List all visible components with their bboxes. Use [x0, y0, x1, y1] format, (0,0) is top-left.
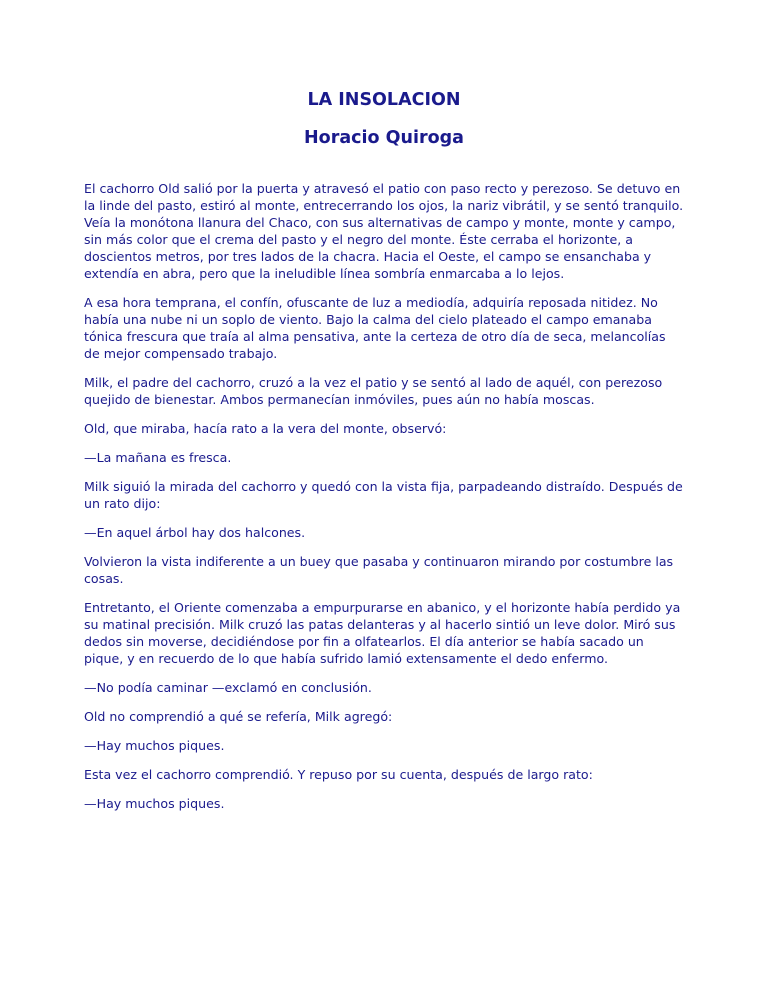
paragraph: El cachorro Old salió por la puerta y atravesó el patio con paso recto y perezoso. Se detuvo en la linde del pasto, estiró al monte, entrecerrando los ojos, la nariz vibrátil, y se sentó tranquilo. Veía la monótona llanura del Chaco, con sus alternativas de campo y monte, monte y campo, sin más color que el crema del pasto y el negro del monte. Éste cerraba el horizonte, a doscientos metros, por tres lados de la chacra. Hacia el Oeste, el campo se ensanchaba y extendía en abra, pero que la ineludible línea sombría enmarcaba a lo lejos. — [84, 181, 684, 281]
paragraph: Old no comprendió a qué se refería, Milk agregó: — [84, 709, 393, 724]
document-page — [84, 88, 684, 824]
dialogue-line: —En aquel árbol hay dos halcones. — [84, 525, 306, 540]
document-title: LA INSOLACION — [307, 90, 461, 110]
paragraph: Old, que miraba, hacía rato a la vera del monte, observó: — [84, 421, 447, 436]
paragraph: Volvieron la vista indiferente a un buey que pasaba y continuaron mirando por costumbre las cosas. — [84, 554, 674, 586]
document-author: Horacio Quiroga — [304, 128, 464, 148]
dialogue-line: —Hay muchos piques. — [84, 796, 225, 811]
dialogue-line: —Hay muchos piques. — [84, 738, 225, 753]
dialogue-line: —La mañana es fresca. — [84, 450, 232, 465]
dialogue-line: —No podía caminar —exclamó en conclusión. — [84, 680, 372, 695]
paragraph: Milk siguió la mirada del cachorro y quedó con la vista fija, parpadeando distraído. Después de un rato dijo: — [84, 479, 683, 511]
paragraph: Milk, el padre del cachorro, cruzó a la vez el patio y se sentó al lado de aquél, con perezoso quejido de bienestar. Ambos permanecían inmóviles, pues aún no había moscas. — [84, 375, 663, 407]
document-body — [84, 180, 684, 812]
paragraph: Esta vez el cachorro comprendió. Y repuso por su cuenta, después de largo rato: — [84, 767, 593, 782]
paragraph: Entretanto, el Oriente comenzaba a empurpurarse en abanico, y el horizonte había perdido ya su matinal precisión. Milk cruzó las patas delanteras y al hacerlo sintió un leve dolor. Miró sus dedos sin moverse, decidiéndose por fin a olfatearlos. El día anterior se había sacado un pique, y en recuerdo de lo que había sufrido lamió extensamente el dedo enfermo. — [84, 600, 681, 666]
paragraph: A esa hora temprana, el confín, ofuscante de luz a mediodía, adquiría reposada nitidez. No había una nube ni un soplo de viento. Bajo la calma del cielo plateado el campo emanaba tónica frescura que traía al alma pensativa, ante la certeza de otro día de seca, melancolías de mejor compensado trabajo. — [84, 295, 666, 361]
